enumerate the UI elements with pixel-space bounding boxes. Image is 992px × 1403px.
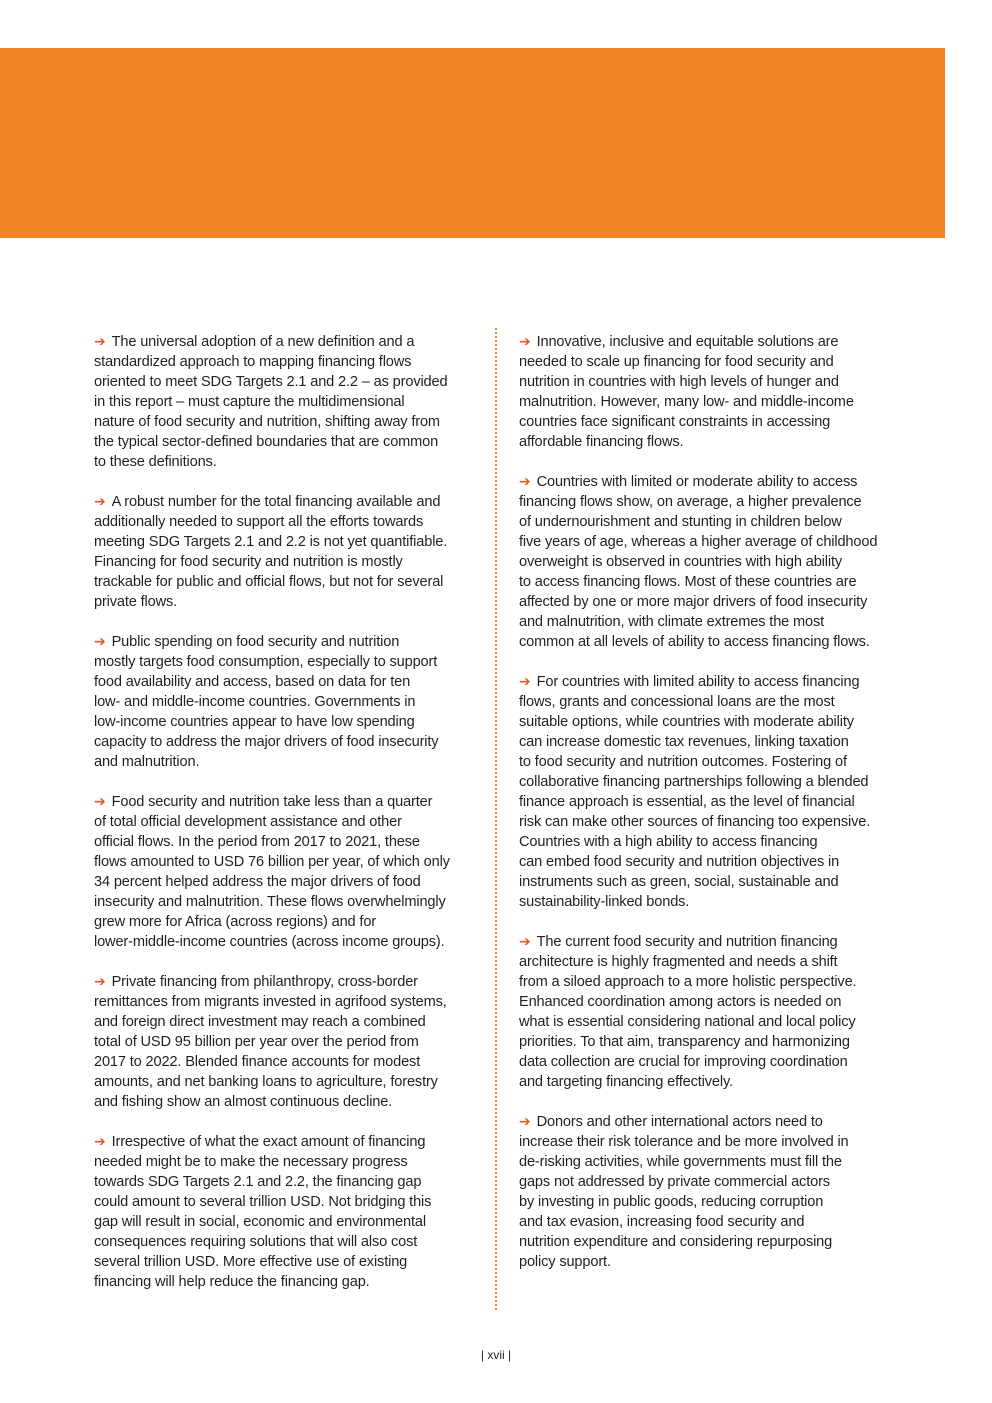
line-text: common at all levels of ability to access financing flows. xyxy=(519,634,870,650)
paragraph-line xyxy=(94,1192,474,1212)
line-text: A robust number for the total financing available and xyxy=(111,494,441,510)
column-divider xyxy=(495,328,497,1310)
paragraph-line xyxy=(94,872,474,892)
line-text: low-income countries appear to have low spending xyxy=(94,714,415,730)
key-message-paragraph xyxy=(94,792,474,952)
arrow-right-icon: ➔ xyxy=(519,1114,531,1130)
arrow-right-icon: ➔ xyxy=(94,794,106,810)
key-message-paragraph xyxy=(519,1112,899,1272)
line-text: nutrition expenditure and considering repurposing xyxy=(519,1234,833,1250)
paragraph-line xyxy=(519,732,899,752)
paragraph-line xyxy=(519,852,899,872)
paragraph-line xyxy=(519,352,899,372)
line-text: needed might be to make the necessary progress xyxy=(94,1154,408,1170)
line-text: financing flows show, on average, a higher prevalence xyxy=(519,494,862,510)
paragraph-line xyxy=(94,1092,474,1112)
paragraph-line xyxy=(519,572,899,592)
paragraph-line xyxy=(94,732,474,752)
paragraph-line xyxy=(519,672,899,692)
paragraph-line xyxy=(94,972,474,992)
paragraph-line xyxy=(94,1052,474,1072)
line-text: Financing for food security and nutrition is mostly xyxy=(94,554,403,570)
paragraph-line xyxy=(519,952,899,972)
paragraph-line xyxy=(519,892,899,912)
line-text: For countries with limited ability to access financing xyxy=(536,674,860,690)
paragraph-line xyxy=(94,1012,474,1032)
paragraph-line xyxy=(519,332,899,352)
paragraph-line xyxy=(94,352,474,372)
paragraph-line xyxy=(519,772,899,792)
paragraph-line xyxy=(94,572,474,592)
paragraph-line xyxy=(94,832,474,852)
paragraph-line xyxy=(519,472,899,492)
paragraph-line xyxy=(519,432,899,452)
line-text: the typical sector-defined boundaries that are common xyxy=(94,434,439,450)
paragraph-line xyxy=(519,512,899,532)
line-text: needed to scale up financing for food security and xyxy=(519,354,834,370)
line-text: to these definitions. xyxy=(94,454,217,470)
paragraph-line xyxy=(519,1112,899,1132)
key-message-paragraph xyxy=(94,1132,474,1292)
paragraph-line xyxy=(94,1132,474,1152)
line-text: by investing in public goods, reducing corruption xyxy=(519,1194,824,1210)
paragraph-line xyxy=(519,872,899,892)
paragraph-line xyxy=(94,812,474,832)
paragraph-line xyxy=(519,592,899,612)
paragraph-line xyxy=(519,992,899,1012)
paragraph-line xyxy=(94,512,474,532)
key-message-paragraph xyxy=(519,932,899,1092)
line-text: Innovative, inclusive and equitable solutions are xyxy=(536,334,839,350)
key-message-paragraph xyxy=(94,332,474,472)
line-text: additionally needed to support all the efforts towards xyxy=(94,514,424,530)
line-text: low- and middle-income countries. Governments in xyxy=(94,694,416,710)
paragraph-line xyxy=(519,792,899,812)
paragraph-line xyxy=(94,672,474,692)
paragraph-line xyxy=(94,912,474,932)
line-text: consequences requiring solutions that will also cost xyxy=(94,1234,418,1250)
line-text: from a siloed approach to a more holistic perspective. xyxy=(519,974,857,990)
key-message-paragraph xyxy=(94,632,474,772)
line-text: in this report – must capture the multidimensional xyxy=(94,394,405,410)
line-text: can increase domestic tax revenues, linking taxation xyxy=(519,734,849,750)
line-text: and tax evasion, increasing food security and xyxy=(519,1214,805,1230)
line-text: private flows. xyxy=(94,594,178,610)
line-text: 34 percent helped address the major drivers of food xyxy=(94,874,421,890)
paragraph-line xyxy=(519,1012,899,1032)
paragraph-line xyxy=(94,492,474,512)
paragraph-line xyxy=(519,1212,899,1232)
paragraph-line xyxy=(519,1152,899,1172)
paragraph-line xyxy=(94,1212,474,1232)
key-message-paragraph xyxy=(519,332,899,452)
line-text: insecurity and malnutrition. These flows overwhelmingly xyxy=(94,894,446,910)
paragraph-line xyxy=(94,432,474,452)
paragraph-line xyxy=(519,1052,899,1072)
line-text: sustainability-linked bonds. xyxy=(519,894,690,910)
paragraph-line xyxy=(519,1172,899,1192)
line-text: collaborative financing partnerships following a blended xyxy=(519,774,869,790)
line-text: suitable options, while countries with moderate ability xyxy=(519,714,854,730)
paragraph-line xyxy=(519,492,899,512)
paragraph-line xyxy=(94,452,474,472)
key-message-paragraph xyxy=(94,972,474,1112)
line-text: could amount to several trillion USD. Not bridging this xyxy=(94,1194,432,1210)
line-text: and foreign direct investment may reach a combined xyxy=(94,1014,426,1030)
key-message-paragraph xyxy=(519,472,899,652)
paragraph-line xyxy=(519,392,899,412)
paragraph-line xyxy=(519,552,899,572)
line-text: oriented to meet SDG Targets 2.1 and 2.2 – as provided xyxy=(94,374,448,390)
paragraph-line xyxy=(94,552,474,572)
line-text: flows amounted to USD 76 billion per year, of which only xyxy=(94,854,450,870)
paragraph-line xyxy=(94,1032,474,1052)
page-number: | xvii | xyxy=(480,1348,512,1362)
paragraph-line xyxy=(94,992,474,1012)
right-column xyxy=(519,332,899,1292)
paragraph-line xyxy=(519,612,899,632)
line-text: of undernourishment and stunting in children below xyxy=(519,514,842,530)
line-text: five years of age, whereas a higher average of childhood xyxy=(519,534,878,550)
line-text: official flows. In the period from 2017 to 2021, these xyxy=(94,834,420,850)
line-text: what is essential considering national and local policy xyxy=(519,1014,856,1030)
line-text: standardized approach to mapping financing flows xyxy=(94,354,412,370)
line-text: policy support. xyxy=(519,1254,611,1270)
line-text: data collection are crucial for improving coordination xyxy=(519,1054,848,1070)
paragraph-line xyxy=(94,592,474,612)
arrow-right-icon: ➔ xyxy=(519,474,531,490)
paragraph-line xyxy=(519,532,899,552)
line-text: affected by one or more major drivers of food insecurity xyxy=(519,594,868,610)
line-text: 2017 to 2022. Blended finance accounts for modest xyxy=(94,1054,421,1070)
line-text: overweight is observed in countries with high ability xyxy=(519,554,843,570)
paragraph-line xyxy=(94,412,474,432)
paragraph-line xyxy=(94,332,474,352)
paragraph-line xyxy=(519,752,899,772)
line-text: and malnutrition, with climate extremes the most xyxy=(519,614,825,630)
line-text: de-risking activities, while governments must fill the xyxy=(519,1154,842,1170)
arrow-right-icon: ➔ xyxy=(94,1134,106,1150)
paragraph-line xyxy=(519,1252,899,1272)
line-text: affordable financing flows. xyxy=(519,434,684,450)
key-message-paragraph xyxy=(94,492,474,612)
line-text: remittances from migrants invested in agrifood systems, xyxy=(94,994,447,1010)
line-text: mostly targets food consumption, especially to support xyxy=(94,654,438,670)
paragraph-line xyxy=(94,392,474,412)
line-text: meeting SDG Targets 2.1 and 2.2 is not yet quantifiable. xyxy=(94,534,448,550)
line-text: malnutrition. However, many low- and middle-income xyxy=(519,394,854,410)
paragraph-line xyxy=(519,372,899,392)
line-text: Countries with a high ability to access financing xyxy=(519,834,818,850)
paragraph-line xyxy=(94,1272,474,1292)
line-text: flows, grants and concessional loans are the most xyxy=(519,694,835,710)
line-text: and fishing show an almost continuous decline. xyxy=(94,1094,393,1110)
paragraph-line xyxy=(519,692,899,712)
line-text: Public spending on food security and nutrition xyxy=(111,634,400,650)
line-text: Countries with limited or moderate ability to access xyxy=(536,474,858,490)
paragraph-line xyxy=(519,1232,899,1252)
paragraph-line xyxy=(94,852,474,872)
line-text: increase their risk tolerance and be more involved in xyxy=(519,1134,849,1150)
line-text: nutrition in countries with high levels of hunger and xyxy=(519,374,839,390)
arrow-right-icon: ➔ xyxy=(519,934,531,950)
paragraph-line xyxy=(519,632,899,652)
line-text: towards SDG Targets 2.1 and 2.2, the financing gap xyxy=(94,1174,422,1190)
paragraph-line xyxy=(519,1132,899,1152)
line-text: Donors and other international actors need to xyxy=(536,1114,823,1130)
line-text: Food security and nutrition take less than a quarter xyxy=(111,794,433,810)
line-text: gaps not addressed by private commercial actors xyxy=(519,1174,830,1190)
line-text: grew more for Africa (across regions) and for xyxy=(94,914,376,930)
orange-header-banner xyxy=(0,48,945,238)
left-column xyxy=(94,332,474,1312)
paragraph-line xyxy=(94,792,474,812)
line-text: amounts, and net banking loans to agriculture, forestry xyxy=(94,1074,438,1090)
paragraph-line xyxy=(519,412,899,432)
line-text: total of USD 95 billion per year over the period from xyxy=(94,1034,419,1050)
line-text: lower-middle-income countries (across income groups). xyxy=(94,934,445,950)
line-text: risk can make other sources of financing too expensive. xyxy=(519,814,871,830)
arrow-right-icon: ➔ xyxy=(519,674,531,690)
key-message-paragraph xyxy=(519,672,899,912)
line-text: Private financing from philanthropy, cross-border xyxy=(111,974,418,990)
paragraph-line xyxy=(94,892,474,912)
line-text: Irrespective of what the exact amount of financing xyxy=(111,1134,426,1150)
line-text: instruments such as green, social, sustainable and xyxy=(519,874,839,890)
line-text: food availability and access, based on data for ten xyxy=(94,674,411,690)
paragraph-line xyxy=(94,532,474,552)
line-text: and targeting financing effectively. xyxy=(519,1074,733,1090)
paragraph-line xyxy=(519,932,899,952)
arrow-right-icon: ➔ xyxy=(94,634,106,650)
paragraph-line xyxy=(519,972,899,992)
paragraph-line xyxy=(94,632,474,652)
arrow-right-icon: ➔ xyxy=(94,334,106,350)
line-text: capacity to address the major drivers of food insecurity xyxy=(94,734,439,750)
paragraph-line xyxy=(519,1032,899,1052)
arrow-right-icon: ➔ xyxy=(519,334,531,350)
paragraph-line xyxy=(519,712,899,732)
line-text: The universal adoption of a new definition and a xyxy=(111,334,415,350)
line-text: countries face significant constraints in accessing xyxy=(519,414,831,430)
line-text: to food security and nutrition outcomes. Fostering of xyxy=(519,754,847,770)
paragraph-line xyxy=(519,832,899,852)
line-text: to access financing flows. Most of these countries are xyxy=(519,574,857,590)
line-text: priorities. To that aim, transparency and harmonizing xyxy=(519,1034,850,1050)
paragraph-line xyxy=(94,1152,474,1172)
paragraph-line xyxy=(94,372,474,392)
line-text: The current food security and nutrition financing xyxy=(536,934,838,950)
paragraph-line xyxy=(94,712,474,732)
paragraph-line xyxy=(94,1172,474,1192)
paragraph-line xyxy=(94,932,474,952)
arrow-right-icon: ➔ xyxy=(94,974,106,990)
paragraph-line xyxy=(94,652,474,672)
line-text: Enhanced coordination among actors is needed on xyxy=(519,994,842,1010)
paragraph-line xyxy=(94,1232,474,1252)
line-text: finance approach is essential, as the level of financial xyxy=(519,794,855,810)
line-text: and malnutrition. xyxy=(94,754,200,770)
paragraph-line xyxy=(519,1072,899,1092)
paragraph-line xyxy=(519,812,899,832)
line-text: of total official development assistance and other xyxy=(94,814,402,830)
paragraph-line xyxy=(519,1192,899,1212)
line-text: gap will result in social, economic and environmental xyxy=(94,1214,426,1230)
paragraph-line xyxy=(94,692,474,712)
line-text: financing will help reduce the financing gap. xyxy=(94,1274,370,1290)
line-text: can embed food security and nutrition objectives in xyxy=(519,854,840,870)
paragraph-line xyxy=(94,1072,474,1092)
line-text: architecture is highly fragmented and needs a shift xyxy=(519,954,838,970)
line-text: nature of food security and nutrition, shifting away from xyxy=(94,414,440,430)
paragraph-line xyxy=(94,752,474,772)
line-text: several trillion USD. More effective use of existing xyxy=(94,1254,408,1270)
line-text: trackable for public and official flows, but not for several xyxy=(94,574,444,590)
paragraph-line xyxy=(94,1252,474,1272)
arrow-right-icon: ➔ xyxy=(94,494,106,510)
